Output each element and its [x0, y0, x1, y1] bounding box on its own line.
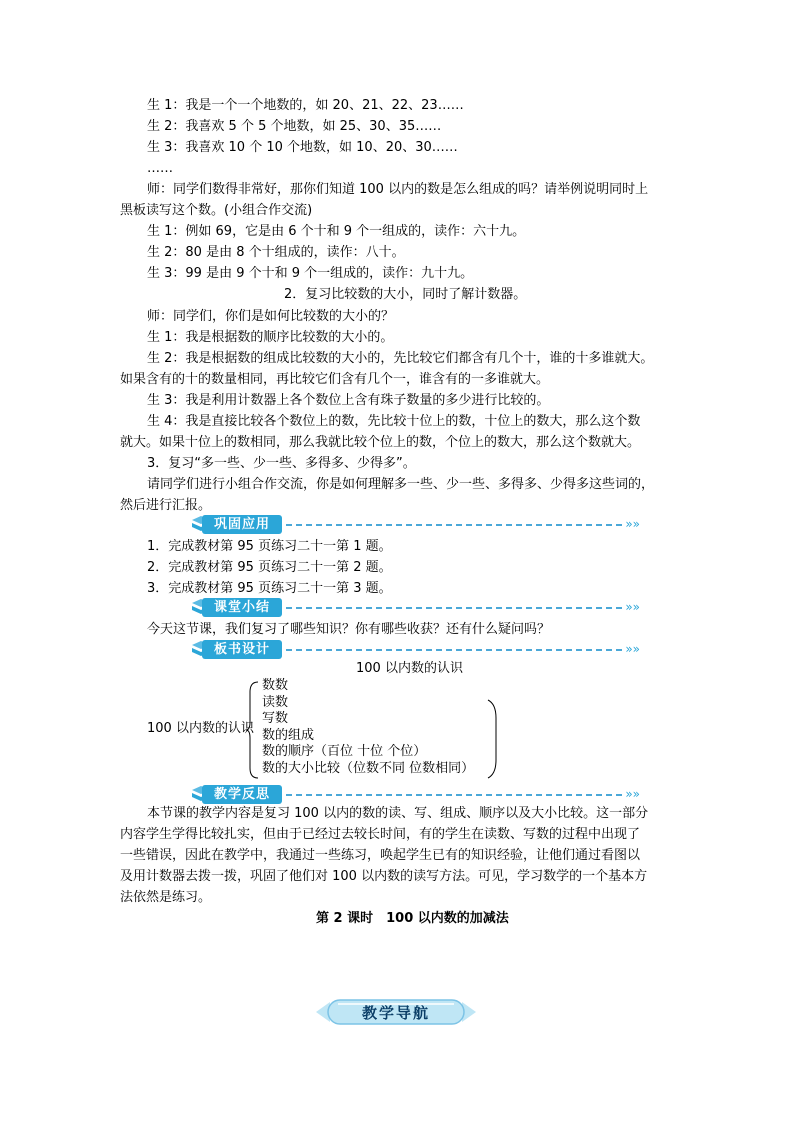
section-header: [190, 784, 640, 806]
text-line: 生 3：99 是由 9 个十和 9 个一组成的，读作：九十九。: [147, 266, 474, 281]
dashed-rule: [286, 607, 622, 609]
board-item: 数的顺序（百位 十位 个位）: [262, 744, 427, 760]
dashed-rule: [286, 794, 622, 796]
dashed-rule: [286, 524, 622, 526]
text-line: 生 3：我喜欢 10 个 10 个地数，如 10、20、30……: [147, 140, 458, 155]
text-line: 及用计数器去拨一拨，巩固了他们对 100 以内数的读写方法。可见，学习数学的一个基本方: [120, 869, 648, 884]
dashed-rule: [286, 649, 622, 651]
text-line: ……: [147, 161, 173, 176]
text-line: 生 1：我是一个一个地数的，如 20、21、22、23……: [147, 98, 464, 113]
board-item: 读数: [262, 694, 289, 710]
nav-badge: [316, 998, 476, 1026]
nav-badge-label: 教学导航: [361, 1004, 430, 1022]
board-item: 数的组成: [262, 727, 315, 743]
text-line: 然后进行汇报。: [120, 498, 212, 513]
board-item: 数的大小比较（位数不同 位数相同）: [262, 761, 475, 776]
left-brace-icon: [246, 680, 260, 780]
text-line: 请同学们进行小组合作交流，你是如何理解多一些、少一些、多得多、少得多这些词的，: [147, 477, 655, 492]
lesson-heading: 第 2 课时 100 以内数的加减法: [316, 911, 509, 926]
text-line: 内容学生学得比较扎实，但由于已经过去较长时间，有的学生在读数、写数的过程中出现了: [120, 827, 641, 842]
section-label: 课堂小结: [202, 598, 282, 617]
text-line: 生 2：我是根据数的组成比较数的大小的，先比较它们都含有几个十，谁的十多谁就大。: [147, 351, 654, 366]
text-line: 黑板读写这个数。(小组合作交流): [120, 203, 313, 218]
text-line: 3．复习“多一些、少一些、多得多、少得多”。: [147, 456, 416, 471]
text-line: 生 1：我是根据数的顺序比较数的大小的。: [147, 330, 394, 345]
double-chevron-icon: »»: [625, 642, 640, 656]
double-chevron-icon: »»: [625, 787, 640, 801]
double-chevron-icon: »»: [625, 517, 640, 531]
text-line: 本节课的教学内容是复习 100 以内的数的读、写、组成、顺序以及大小比较。这一部分: [147, 806, 649, 821]
text-line: 生 2：80 是由 8 个十组成的，读作：八十。: [147, 245, 405, 260]
text-line: 师：同学们数得非常好，那你们知道 100 以内的数是怎么组成的吗？请举例说明同时上: [147, 182, 649, 197]
text-line: 一些错误，因此在教学中，我通过一些练习，唤起学生已有的知识经验，让他们通过看图以: [120, 848, 641, 863]
board-item: 数数: [262, 678, 289, 693]
board-title: 100 以内数的认识: [356, 661, 463, 676]
text-line: 1．完成教材第 95 页练习二十一第 1 题。: [147, 539, 392, 554]
section-header: [190, 514, 640, 536]
double-chevron-icon: »»: [625, 600, 640, 614]
text-line: 3．完成教材第 95 页练习二十一第 3 题。: [147, 581, 392, 596]
text-line: 2．完成教材第 95 页练习二十一第 2 题。: [147, 560, 392, 575]
text-line: 今天这节课，我们复习了哪些知识？你有哪些收获？还有什么疑问吗？: [147, 622, 551, 637]
text-line: 2．复习比较数的大小，同时了解计数器。: [284, 287, 527, 302]
board-item: 写数: [262, 711, 289, 727]
section-header: [190, 597, 640, 619]
text-line: 法依然是练习。: [120, 890, 212, 905]
text-line: 如果含有的十的数量相同，再比较它们含有几个一，谁含有的一多谁就大。: [120, 372, 550, 387]
section-label: 巩固应用: [202, 515, 282, 534]
section-label: 教学反思: [202, 785, 282, 804]
section-header: [190, 639, 640, 661]
text-line: 就大。如果十位上的数相同，那么我就比较个位上的数，个位上的数大，那么这个数就大。: [120, 435, 641, 450]
text-line: 师：同学们，你们是如何比较数的大小的？: [147, 309, 395, 324]
text-line: 生 2：我喜欢 5 个 5 个地数，如 25、30、35……: [147, 119, 442, 134]
right-bracket-icon: [486, 698, 498, 780]
section-label: 板书设计: [202, 640, 282, 659]
text-line: 生 4：我是直接比较各个数位上的数，先比较十位上的数，十位上的数大，那么这个数: [147, 414, 641, 429]
text-line: 生 1：例如 69，它是由 6 个十和 9 个一组成的，读作：六十九。: [147, 224, 526, 239]
text-line: 生 3：我是利用计数器上各个数位上含有珠子数量的多少进行比较的。: [147, 393, 550, 408]
board-root: 100 以内数的认识: [147, 721, 254, 736]
